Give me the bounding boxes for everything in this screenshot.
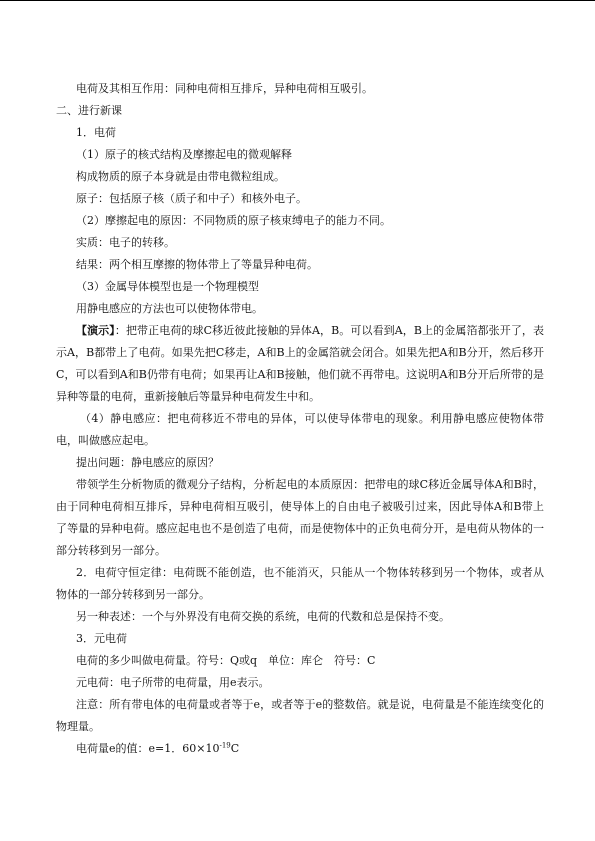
paragraph-electrostatic-induction: （4）静电感应：把电荷移近不带电的异体，可以使导体带电的现象。利用静电感应使物体带电，叫做感应起电。 [56, 412, 544, 447]
paragraph-atom-composition: 构成物质的原子本身就是由带电微粒组成。 [76, 170, 285, 183]
section-heading-new-lesson: 二、进行新课 [56, 104, 122, 117]
subheading-elementary-charge: 3．元电荷 [76, 632, 127, 645]
item-atomic-structure: （1）原子的核式结构及摩擦起电的微观解释 [76, 148, 292, 161]
top-rule [0, 0, 595, 1]
charge-value-unit: C [230, 742, 240, 755]
paragraph-result: 结果：两个相互摩擦的物体带上了等量异种电荷。 [76, 258, 318, 271]
paragraph-charge-value [56, 738, 544, 760]
demo-text: ：把带正电荷的球C移近彼此接触的异体A，B。可以看到A，B上的金属箔都张开了，表示A，B都带上了电荷。如果先把C移走，A和B上的金属箔就会闭合。如果先把A和B分开，然后移开C，可以看到A和B仍带有电荷；如果再让A和B接触，他们就不再带电。这说明A和B分开后所带的是异种等量的电荷，重新接触后等量异种电荷发生中和。 [56, 324, 544, 403]
paragraph-alternative-statement: 另一种表述：一个与外界没有电荷交换的系统，电荷的代数和总是保持不变。 [76, 610, 450, 623]
paragraph-atom-definition: 原子：包括原子核（质子和中子）和核外电子。 [76, 192, 307, 205]
paragraph-induction-method: 用静电感应的方法也可以使物体带电。 [76, 302, 263, 315]
paragraph-elementary-charge-definition: 元电荷：电子所带的电荷量，用e表示。 [76, 676, 270, 689]
paragraph-note: 注意：所有带电体的电荷量或者等于e，或者等于e的整数倍。就是说，电荷量是不能连续变化的物理量。 [56, 698, 544, 733]
subheading-charge: 1．电荷 [76, 126, 116, 139]
item-metal-model: （3）金属导体模型也是一个物理模型 [76, 280, 259, 293]
charge-value-prefix: 电荷量e的值：e=1．60×10 [76, 742, 220, 755]
paragraph-charge-quantity: 电荷的多少叫做电荷量。符号：Q或q 单位：库仑 符号：C [76, 654, 376, 667]
paragraph-charge-conservation: 2．电荷守恒定律：电荷既不能创造，也不能消灭，只能从一个物体转移到另一个物体，或者从物体的一部分转移到另一部分。 [56, 566, 544, 601]
charge-value-exponent: -19 [219, 741, 231, 750]
item-friction-cause: （2）摩擦起电的原因：不同物质的原子核束缚电子的能力不同。 [76, 214, 391, 227]
document-body [56, 78, 544, 760]
paragraph-essence: 实质：电子的转移。 [76, 236, 175, 249]
demo-label: 【演示】 [76, 324, 115, 337]
paragraph-charge-interaction: 电荷及其相互作用：同种电荷相互排斥，异种电荷相互吸引。 [76, 82, 373, 95]
paragraph-question: 提出问题：静电感应的原因？ [76, 456, 219, 469]
paragraph-demo [56, 320, 544, 408]
paragraph-answer: 带领学生分析物质的微观分子结构，分析起电的本质原因：把带电的球C移近金属导体A和B时，由于同种电荷相互排斥，异种电荷相互吸引，使导体上的自由电子被吸引过来，因此导体A和B带上了等量的异种电荷。感应起电也不是创造了电荷，而是使物体中的正负电荷分开，是电荷从物体的一部分转移到另一部分。 [56, 478, 544, 557]
